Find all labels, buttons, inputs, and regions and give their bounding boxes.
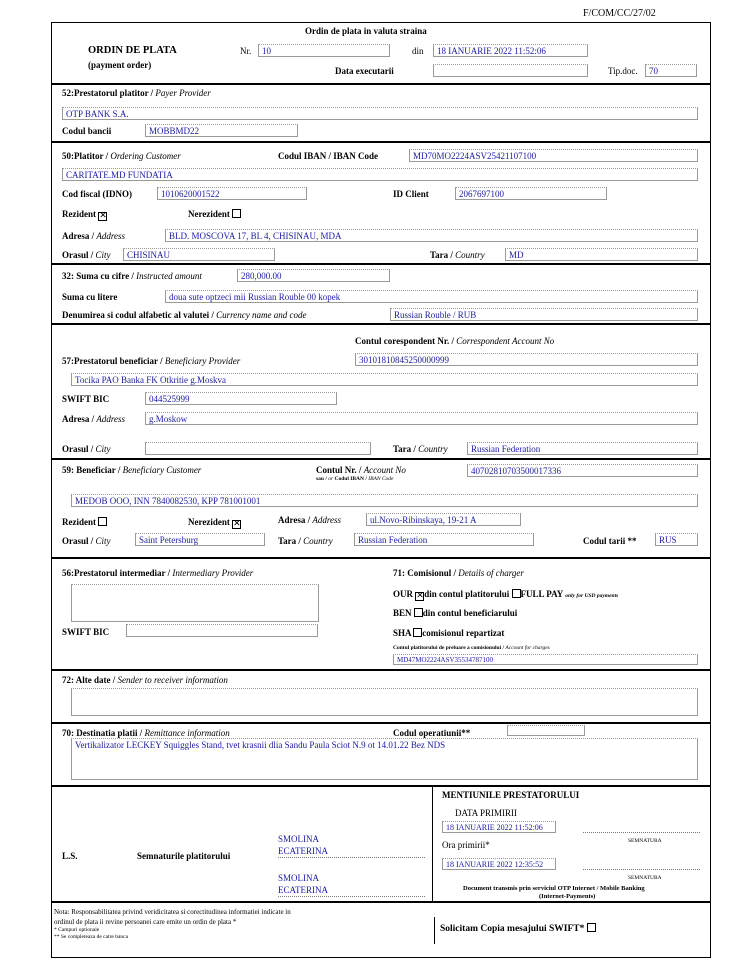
bank-city-label: Orasul / City [62,444,111,454]
signatures-divider [432,786,433,902]
opcode-label: Codul operatiunii** [393,728,471,738]
iban-label: Codul IBAN / IBAN Code [278,151,379,161]
payer-resident-checkbox[interactable]: ✕ [99,211,107,221]
swift-bic-field[interactable]: 044525999 [145,392,337,405]
other-info-label: 72: Alte date / Sender to receiver information [62,675,228,685]
time-received-field[interactable]: 18 IANUARIE 2022 12:35:52 [442,858,556,870]
bank-city-field[interactable] [145,442,371,455]
amount-field[interactable]: 280,000.00 [237,269,390,282]
our-checkbox[interactable]: ✕ [416,591,424,601]
ben-resident-label: Rezident [62,517,107,527]
payer-name-field[interactable]: CARITATE.MD FUNDATIA [62,168,698,181]
currency-label: Denumirea si codul alfabetic al valutei / Currency name and code [62,310,307,320]
bank-signature-2 [583,869,700,870]
bank-address-field[interactable]: g.Moskow [145,412,698,425]
bank-notes-title: MENTIUNILE PRESTATORULUI [442,790,580,800]
signature-2-line [278,896,425,897]
signature-1-line [278,857,425,858]
signature-caption-1: SEMNATURA [628,838,662,844]
date-received-label: DATA PRIMIRII [455,808,518,818]
remittance-label: 70: Destinatia platii / Remittance information [62,728,230,738]
bank-signature-1 [583,832,700,833]
payer-iban-field[interactable]: MD70MO2224ASV25421107100 [409,149,698,162]
payer-address-field[interactable]: BLD. MOSCOVA 17, BL 4, CHISINAU, MDA [165,229,698,242]
remittance-field[interactable]: Vertikalizator LECKEY Squiggles Stand, tvet krasnii dlia Sandu Paula Sciot N.9 ot 14.01.22 Bez NDS [71,738,698,780]
charges-our-row: OUR ✕din contul platitorului FULL PAY only for USD payments [393,589,619,601]
client-id-label: ID Client [393,189,429,199]
form-title: Ordin de plata in valuta straina [305,26,427,36]
intermediary-swift-label: SWIFT BIC [62,627,110,637]
country-code-field[interactable]: RUS [655,533,698,546]
footer-note-4: ** Se completeaza de catre banca [54,934,129,940]
charges-ben-row: BEN din contul beneficiarului [393,608,518,618]
ben-account-label: Contul Nr. / Account No [316,465,406,475]
ben-account-field[interactable]: 40702810703500017336 [467,464,698,477]
doc-transmit-note-1: Document transmis prin serviciul OTP Internet / Mobile Banking [463,885,645,892]
bank-code-label: Codul bancii [62,126,112,136]
form-code: F/COM/CC/27/02 [583,8,656,19]
beneficiary-label: 59: Beneficiar / Beneficiary Customer [62,465,202,475]
footer-divider [434,917,435,944]
payer-address-label: Adresa / Address [62,231,126,241]
fiscal-code-field[interactable]: 1010620001522 [157,187,307,200]
din-label: din [412,46,424,56]
ben-city-label: Orasul / City [62,536,111,546]
beneficiary-provider-label: 57:Prestatorul beneficiar / Beneficiary Provider [62,356,241,366]
ben-country-field[interactable]: Russian Federation [354,533,534,546]
charges-account-label: Contul platitorului de preluare a comisionului / Account for charges [393,645,550,651]
amount-words-label: Suma cu litere [62,292,118,302]
charges-label: 71: Comisionul / Details of charger [393,568,524,578]
payer-city-label: Orasul / City [62,250,111,260]
currency-field[interactable]: Russian Rouble / RUB [390,308,698,321]
footer-note-3: * Campuri optionale [54,927,100,933]
beneficiary-bank-name-field[interactable]: Tocika PAO Banka FK Otkritie g.Moskva [71,373,698,386]
swift-copy-checkbox[interactable] [587,923,596,932]
fiscal-code-label: Cod fiscal (IDNO) [62,189,132,199]
payer-provider-name[interactable]: OTP BANK S.A. [62,107,698,120]
ls-label: L.S. [62,851,78,861]
ben-address-field[interactable]: ul.Novo-Ribinskaya, 19-21 A [366,513,521,526]
payer-nonresident-checkbox[interactable] [232,209,241,218]
intermediary-field[interactable] [71,584,319,622]
ben-name-field[interactable]: MEDOB OOO, INN 7840082530, KPP 781001001 [71,494,698,507]
charges-account-field[interactable]: MD47MO2224ASV35534787100 [393,654,698,665]
payer-resident-label: Rezident ✕ [62,209,107,221]
doc-transmit-note-2: (Internet-Payments) [539,893,596,900]
signature-caption-2: SEMNATURA [628,875,662,881]
ben-nonresident-checkbox[interactable]: ✕ [233,519,241,529]
payer-country-field[interactable]: MD [505,248,698,261]
opcode-field[interactable] [507,725,585,736]
date-field[interactable]: 18 IANUARIE 2022 11:52:06 [433,44,588,57]
nr-field[interactable]: 10 [258,44,390,57]
other-info-field[interactable] [71,688,698,716]
fullpay-checkbox[interactable] [512,589,521,598]
ben-country-label: Tara / Country [278,536,333,546]
footer-note-1: Nota: Responsabilitatea privind veridicitatea si corectitudinea informatiei indicate in [54,908,291,916]
charges-sha-row: SHA comisionul repartizat [393,628,505,638]
exec-date-field[interactable] [433,64,588,77]
footer-note-2: ordinul de plata ii revine persoanei care emite un ordin de plata * [54,918,237,926]
ben-address-label: Adresa / Address [278,515,342,525]
ben-account-sublabel: sau / or Codul IBAN / IBAN Code [316,476,394,482]
ben-city-field[interactable]: Saint Petersburg [135,533,265,546]
exec-date-label: Data executarii [335,66,394,76]
client-id-field[interactable]: 2067697100 [455,187,607,200]
order-title: ORDIN DE PLATA [88,45,177,56]
amount-label: 32: Suma cu cifre / Instructed amount [62,271,202,281]
corr-account-field[interactable]: 30101810845250000999 [355,353,698,366]
bank-code-field[interactable]: MOBBMD22 [145,124,298,137]
swift-bic-label: SWIFT BIC [62,394,110,404]
signature-1-line1: SMOLINA [278,834,320,844]
ben-nonresident-label: Nerezident ✕ [188,517,241,529]
tipdoc-label: Tip.doc. [608,66,638,76]
amount-words-field[interactable]: doua sute optzeci mii Russian Rouble 00 kopek [165,290,698,303]
order-subtitle: (payment order) [88,60,152,70]
payer-signatures-label: Semnaturile platitorului [137,851,231,861]
country-code-label: Codul tarii ** [583,536,637,546]
corr-account-label: Contul corespondent Nr. / Correspondent Account No [355,336,555,346]
swift-copy-label: Solicitam Copia mesajului SWIFT* [440,923,596,934]
intermediary-label: 56:Prestatorul intermediar / Intermediary Provider [62,568,254,578]
signature-2-line2: ECATERINA [278,885,328,895]
ben-checkbox[interactable] [414,608,423,617]
nr-label: Nr. [240,46,252,56]
date-received-field[interactable]: 18 IANUARIE 2022 11:52:06 [442,821,556,833]
bank-country-label: Tara / Country [393,444,448,454]
time-received-label: Ora primirii* [442,840,490,850]
bank-country-field[interactable]: Russian Federation [467,442,698,455]
ben-resident-checkbox[interactable] [98,517,107,526]
payer-city-field[interactable]: CHISINAU [123,248,275,261]
ordering-customer-label: 50:Platitor / Ordering Customer [62,151,181,161]
bank-address-label: Adresa / Address [62,414,126,424]
signature-2-line1: SMOLINA [278,873,320,883]
tipdoc-field[interactable]: 70 [645,64,697,77]
intermediary-swift-field[interactable] [126,624,318,637]
payer-provider-label: 52:Prestatorul platitor / Payer Provider [62,88,211,98]
payer-country-label: Tara / Country [430,250,485,260]
sha-checkbox[interactable] [413,628,422,637]
payer-nonresident-label: Nerezident [188,209,241,219]
signature-1-line2: ECATERINA [278,846,328,856]
